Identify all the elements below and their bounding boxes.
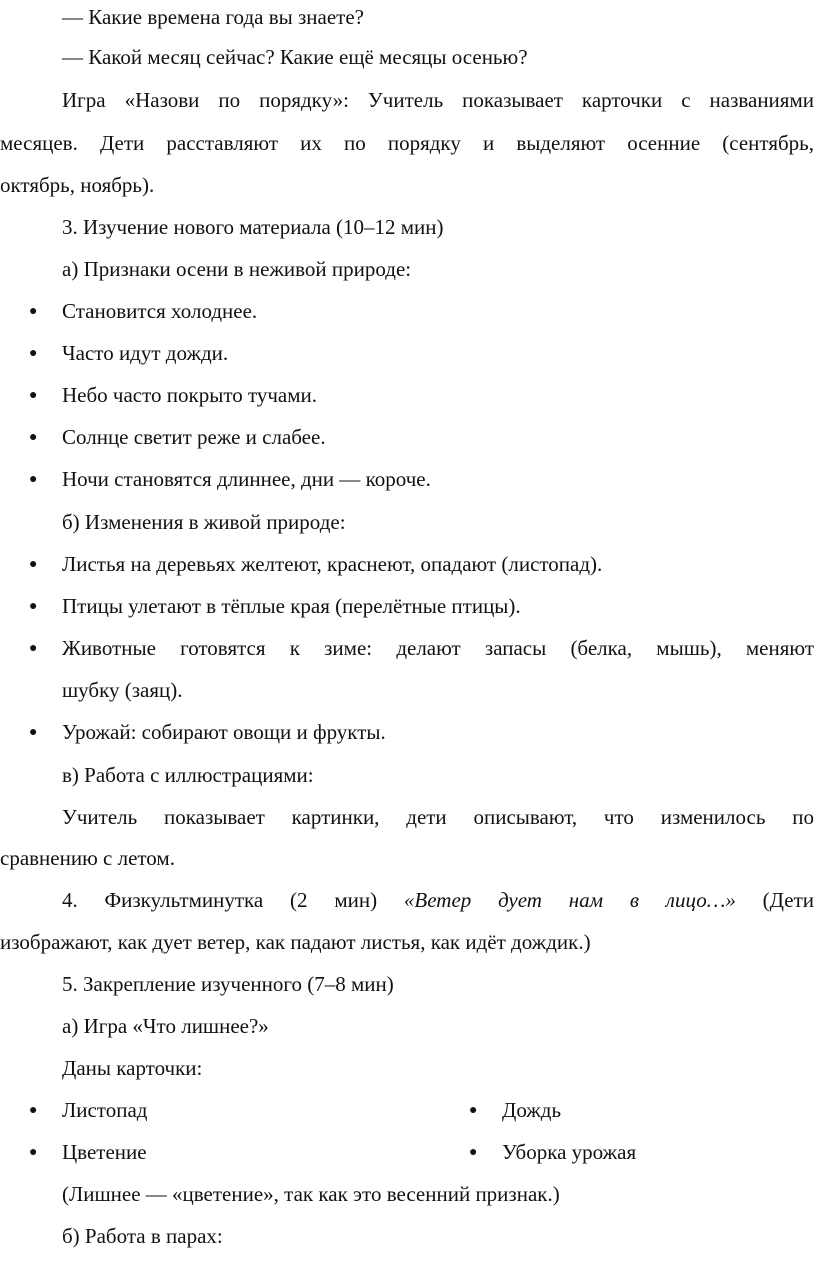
list-item: Птицы улетают в тёплые края (перелётные птицы). [62, 594, 521, 618]
bullet-icon: ● [29, 430, 38, 445]
card-item: Цветение [62, 1140, 147, 1164]
section3-heading: 3. Изучение нового материала (10–12 мин) [62, 215, 444, 239]
list-item: Урожай: собирают овощи и фрукты. [62, 720, 386, 744]
bullet-icon: ● [29, 1103, 38, 1118]
section4-line2: изображают, как дует ветер, как падают листья, как идёт дождик.) [0, 930, 591, 954]
bullet-icon: ● [29, 641, 38, 656]
list-item: Становится холоднее. [62, 299, 258, 323]
bullet-icon: ● [469, 1145, 478, 1160]
game-paragraph-line2: месяцев. Дети расставляют их по порядку и выделяют осенние (сентябрь, [0, 131, 814, 155]
list-item: Листья на деревьях желтеют, краснеют, опадают (листопад). [62, 552, 603, 576]
card-item: Листопад [62, 1098, 148, 1122]
section4-prefix: 4. Физкультминутка (2 мин) [62, 888, 404, 912]
section3b-heading: б) Изменения в живой природе: [62, 510, 346, 534]
cards-heading: Даны карточки: [62, 1056, 203, 1080]
answer-note: (Лишнее — «цветение», так как это весенний признак.) [62, 1182, 560, 1206]
list-item: Небо часто покрыто тучами. [62, 383, 318, 407]
card-item: Дождь [502, 1098, 562, 1122]
bullet-icon: ● [29, 725, 38, 740]
section3a-heading: а) Признаки осени в неживой природе: [62, 257, 412, 281]
game-paragraph-line3: октябрь, ноябрь). [0, 173, 155, 197]
list-item: Часто идут дожди. [62, 341, 229, 365]
card-item: Уборка урожая [502, 1140, 637, 1164]
game-paragraph-line1: Игра «Назови по порядку»: Учитель показывает карточки с названиями [62, 88, 814, 112]
question-seasons: — Какие времена года вы знаете? [62, 5, 364, 29]
list-item: Солнце светит реже и слабее. [62, 425, 326, 449]
list-item-line1: Животные готовятся к зиме: делают запасы (белка, мышь), меняют [62, 636, 814, 660]
section5b-heading: б) Работа в парах: [62, 1224, 223, 1248]
bullet-icon: ● [469, 1103, 478, 1118]
list-item: Ночи становятся длиннее, дни — короче. [62, 467, 431, 491]
bullet-icon: ● [29, 557, 38, 572]
list-item-line2: шубку (заяц). [62, 678, 183, 702]
bullet-icon: ● [29, 304, 38, 319]
section4-game-title: «Ветер дует нам в лицо…» [403, 888, 736, 912]
bullet-icon: ● [29, 388, 38, 403]
illustrations-paragraph-line1: Учитель показывает картинки, дети описывают, что изменилось по [62, 805, 814, 829]
bullet-icon: ● [29, 599, 38, 614]
section3c-heading: в) Работа с иллюстрациями: [62, 763, 314, 787]
question-month: — Какой месяц сейчас? Какие ещё месяцы осенью? [62, 45, 528, 69]
section5-heading: 5. Закрепление изученного (7–8 мин) [62, 972, 394, 996]
illustrations-paragraph-line2: сравнению с летом. [0, 846, 175, 870]
bullet-icon: ● [29, 1145, 38, 1160]
bullet-icon: ● [29, 472, 38, 487]
section5a-heading: а) Игра «Что лишнее?» [62, 1014, 269, 1038]
section4-line1 [62, 887, 814, 913]
bullet-icon: ● [29, 346, 38, 361]
section4-suffix: (Дети [735, 888, 814, 912]
